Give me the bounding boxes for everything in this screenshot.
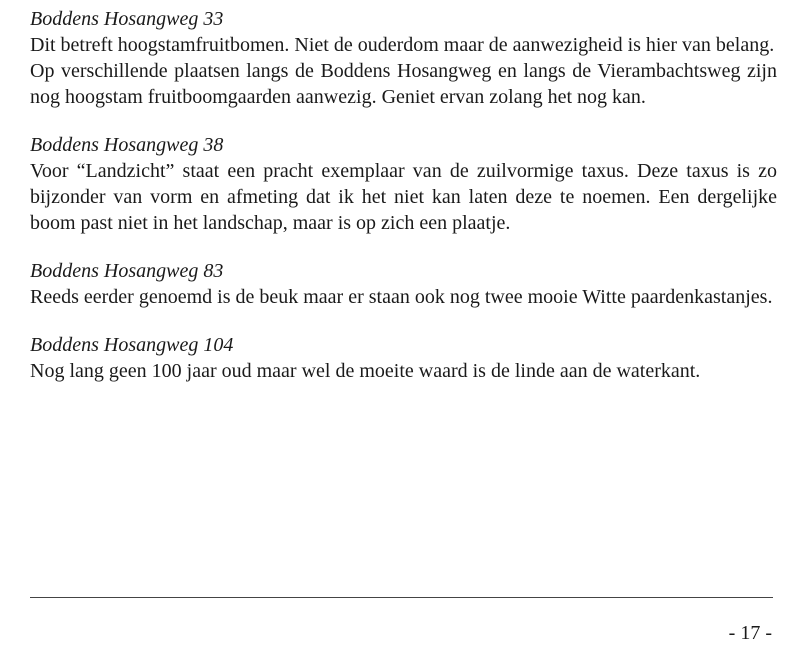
entry-heading: Boddens Hosangweg 38: [30, 134, 224, 156]
entry-boddens-hosangweg-104: [30, 332, 777, 384]
entry-paragraph: Op verschillende plaatsen langs de Boddens Hosangweg en langs de Vierambachtsweg zijn nog hoogstam fruitboomgaarden aanwezig. Geniet ervan zolang het nog kan.: [30, 60, 777, 108]
entry-paragraph: Reeds eerder genoemd is de beuk maar er staan ook nog twee mooie Witte paardenkastanjes.: [30, 286, 773, 308]
entry-boddens-hosangweg-33: [30, 6, 777, 110]
entry-boddens-hosangweg-83: [30, 258, 777, 310]
document-body: [30, 6, 777, 406]
entry-boddens-hosangweg-38: [30, 132, 777, 236]
entry-paragraph: Voor “Landzicht” staat een pracht exemplaar van de zuilvormige taxus. Deze taxus is zo bijzonder van vorm en afmeting dat ik het niet kan laten deze te noemen. Een dergelijke boom past niet in het landschap, maar is op zich een plaatje.: [30, 160, 777, 234]
entry-paragraph: Nog lang geen 100 jaar oud maar wel de moeite waard is de linde aan de waterkant.: [30, 360, 701, 382]
page-number: - 17 -: [728, 622, 772, 644]
entry-heading: Boddens Hosangweg 33: [30, 8, 224, 30]
entry-heading: Boddens Hosangweg 104: [30, 334, 234, 356]
footer-divider: [30, 597, 773, 598]
entry-paragraph: Dit betreft hoogstamfruitbomen. Niet de ouderdom maar de aanwezigheid is hier van belang.: [30, 34, 775, 56]
entry-heading: Boddens Hosangweg 83: [30, 260, 224, 282]
